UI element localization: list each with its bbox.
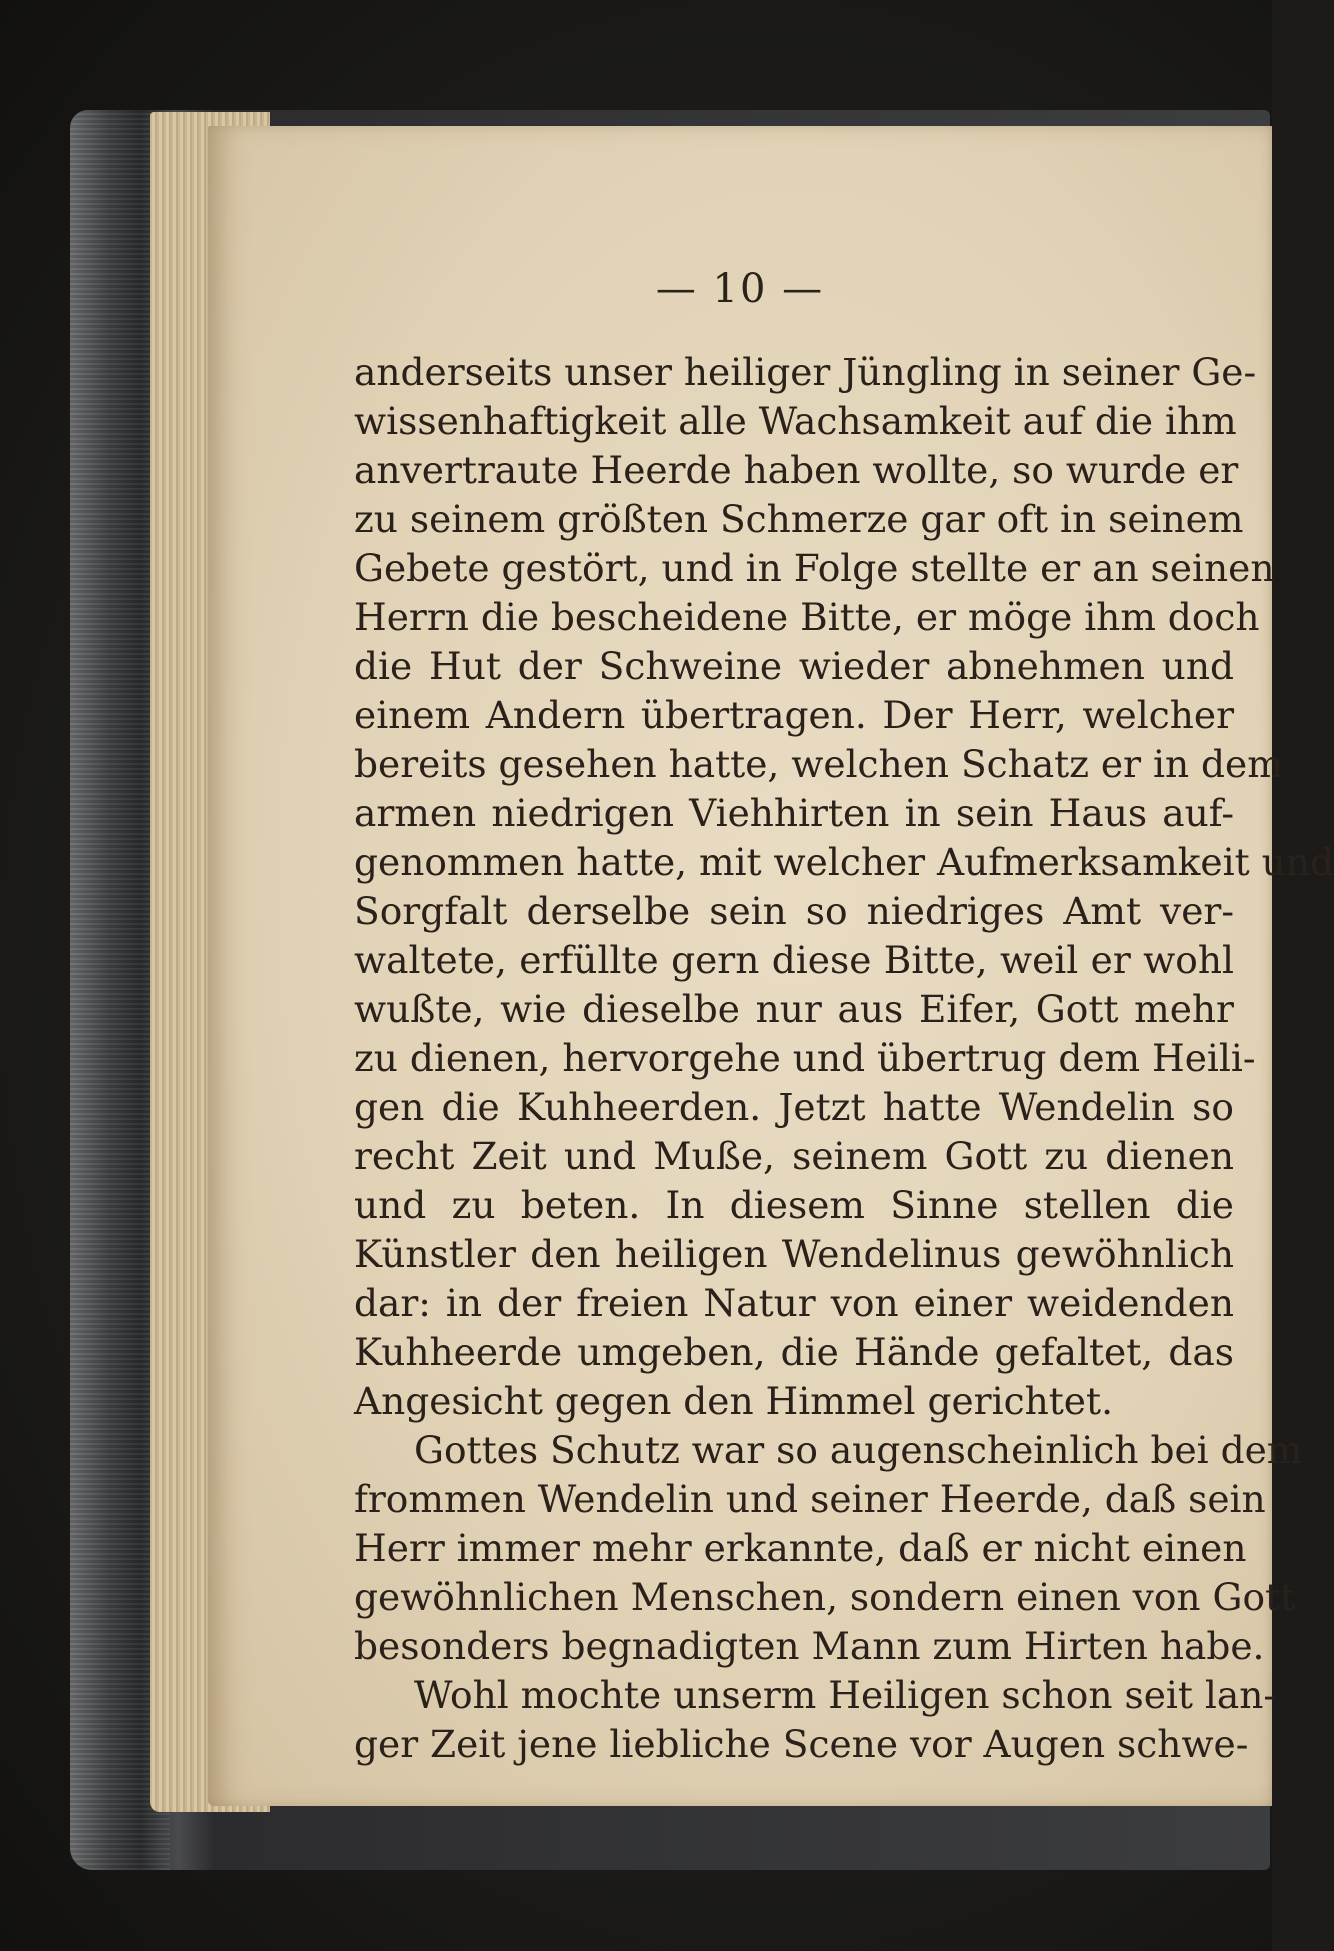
text-line: dar: in der freien Natur von einer weidenden (354, 1281, 1234, 1325)
text-line: Gottes Schutz war so augenscheinlich bei dem (414, 1428, 1303, 1472)
text-line: recht Zeit und Muße, seinem Gott zu dienen (354, 1134, 1234, 1178)
text-line: armen niedrigen Viehhirten in sein Haus auf- (354, 791, 1234, 835)
text-line: frommen Wendelin und seiner Heerde, daß sein (354, 1477, 1266, 1521)
text-line: die Hut der Schweine wieder abnehmen und (354, 644, 1234, 688)
text-line: Wohl mochte unserm Heiligen schon seit lan- (414, 1673, 1277, 1717)
text-line: zu seinem größten Schmerze gar oft in seinem (354, 497, 1244, 541)
text-line: anderseits unser heiliger Jüngling in seiner Ge- (354, 350, 1257, 394)
text-line: waltete, erfüllte gern diese Bitte, weil er wohl (354, 938, 1234, 982)
text-line: anvertraute Heerde haben wollte, so wurde er (354, 448, 1239, 492)
text-line: gewöhnlichen Menschen, sondern einen von Gott (354, 1575, 1296, 1619)
text-line: Angesicht gegen den Himmel gerichtet. (354, 1379, 1113, 1423)
text-line: gen die Kuhheerden. Jetzt hatte Wendelin so (354, 1085, 1234, 1129)
text-line: wissenhaftigkeit alle Wachsamkeit auf die ihm (354, 399, 1237, 443)
text-line: genommen hatte, mit welcher Aufmerksamkeit und (354, 840, 1334, 884)
text-line: Herr immer mehr erkannte, daß er nicht einen (354, 1526, 1247, 1570)
text-line: besonders begnadigten Mann zum Hirten habe. (354, 1624, 1265, 1668)
page-number: — 10 — (655, 266, 825, 312)
text-line: einem Andern übertragen. Der Herr, welcher (354, 693, 1234, 737)
text-line: und zu beten. In diesem Sinne stellen die (354, 1183, 1234, 1227)
body-text (354, 348, 1334, 1769)
text-line: ger Zeit jene liebliche Scene vor Augen schwe- (354, 1722, 1249, 1766)
text-line: zu dienen, hervorgehe und übertrug dem Heili- (354, 1036, 1256, 1080)
book-page (208, 126, 1334, 1806)
text-line: Herrn die bescheidene Bitte, er möge ihm doch (354, 595, 1260, 639)
text-line: Gebete gestört, und in Folge stellte er an seinen (354, 546, 1275, 590)
text-line: Sorgfalt derselbe sein so niedriges Amt ver- (354, 889, 1234, 933)
text-line: Künstler den heiligen Wendelinus gewöhnlich (354, 1232, 1234, 1276)
text-line: Kuhheerde umgeben, die Hände gefaltet, das (354, 1330, 1234, 1374)
text-line: bereits gesehen hatte, welchen Schatz er in dem (354, 742, 1283, 786)
text-line: wußte, wie dieselbe nur aus Eifer, Gott mehr (354, 987, 1234, 1031)
